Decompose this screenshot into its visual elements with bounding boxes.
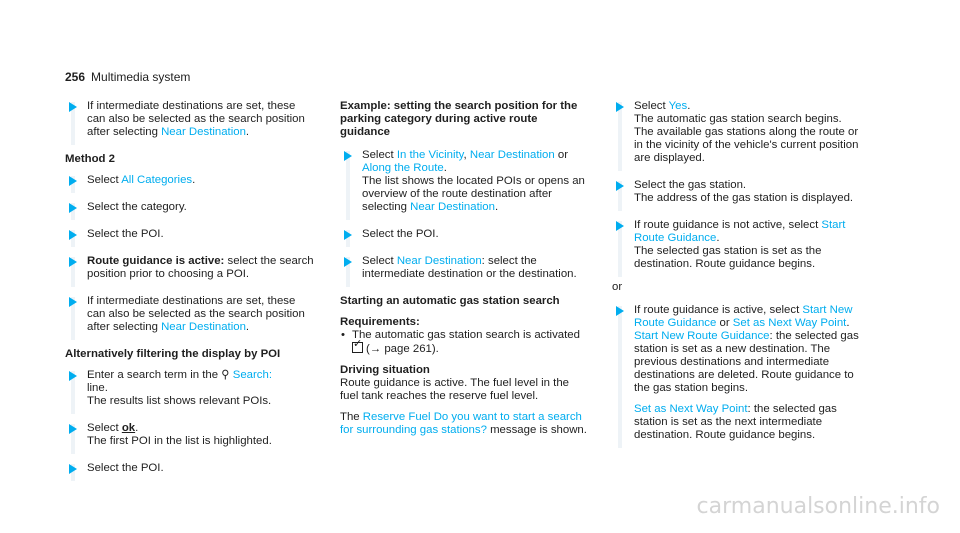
- step-arrow-icon: [344, 230, 352, 240]
- step: Select the POI.: [65, 462, 315, 475]
- step: Select the category.: [65, 201, 315, 214]
- page-number: 256: [65, 70, 86, 84]
- step: If route guidance is active, select Start New Route Guidance or Set as Next Way Point. Start New Route Guidance: the selected gas station is set as a new destination. The previous destinations and intermediate destinations are deleted. Route guidance to the gas station begins. Set as Next Way Point: the selected gas station is set as the next intermediate destination. Route guidance begins.: [612, 304, 860, 442]
- example-heading: Example: setting the search position for the parking category during active route guidance: [340, 100, 578, 138]
- search-field-label: Search:: [232, 369, 272, 381]
- step: Select All Categories.: [65, 174, 315, 187]
- page-header: [65, 70, 190, 84]
- step: Select the gas station. The address of the gas station is displayed.: [612, 179, 860, 205]
- step: Select the POI.: [340, 228, 588, 241]
- step-arrow-icon: [616, 306, 624, 316]
- driving-situation-text: Route guidance is active. The fuel level in the fuel tank reaches the reserve fuel level.: [340, 377, 570, 402]
- set-as-next-way-point-option: Set as Next Way Point: [634, 403, 748, 415]
- step: Route guidance is active: select the search position prior to choosing a POI.: [65, 255, 315, 281]
- alt-heading: Alternatively filtering the display by POI: [65, 348, 281, 360]
- in-the-vicinity-option: In the Vicinity: [396, 149, 464, 161]
- reserve-fuel-message: Reserve Fuel Do you want to start a search for surrounding gas stations?: [340, 411, 582, 436]
- yes-option: Yes: [668, 100, 688, 112]
- along-the-route-option: Along the Route: [362, 162, 444, 174]
- column-left: [65, 100, 315, 489]
- step: Select the POI.: [65, 228, 315, 241]
- step-arrow-icon: [616, 102, 624, 112]
- step-arrow-icon: [69, 297, 77, 307]
- near-destination-option: Near Destination: [396, 255, 482, 267]
- step: Select Yes. The automatic gas station search begins. The available gas stations along the route or in the vicinity of the vehicle's current position are displayed.: [612, 100, 860, 165]
- step-arrow-icon: [69, 203, 77, 213]
- step-arrow-icon: [616, 181, 624, 191]
- step-arrow-icon: [69, 257, 77, 267]
- gas-search-heading: Starting an automatic gas station search: [340, 295, 560, 307]
- step-arrow-icon: [616, 221, 624, 231]
- checkbox-icon: [352, 342, 363, 353]
- step-arrow-icon: [344, 151, 352, 161]
- set-as-next-way-point-option: Set as Next Way Point: [732, 317, 847, 329]
- watermark: carmanualsonline.info: [696, 494, 940, 519]
- search-icon: ⚲: [221, 369, 230, 381]
- message-paragraph: The Reserve Fuel Do you want to start a search for surrounding gas stations? message is shown.: [340, 411, 587, 436]
- step: Select Near Destination: select the intermediate destination or the destination.: [340, 255, 588, 281]
- start-route-guidance-option: Start Route Guidance: [634, 219, 846, 244]
- method-heading: Method 2: [65, 153, 115, 165]
- near-destination-option: Near Destination: [410, 201, 495, 213]
- ok-icon: ok: [121, 422, 136, 434]
- step: If route guidance is not active, select Start Route Guidance. The selected gas station is set as the destination. Route guidance begins.: [612, 219, 860, 271]
- driving-situation-label: Driving situation: [340, 364, 430, 376]
- column-right: [612, 100, 860, 456]
- requirement-item: • The automatic gas station search is activated ✓(→ page 261).: [340, 329, 588, 356]
- step-arrow-icon: [69, 371, 77, 381]
- step-arrow-icon: [69, 464, 77, 474]
- near-destination-option: Near Destination: [469, 149, 555, 161]
- step-arrow-icon: [69, 176, 77, 186]
- step: If intermediate destinations are set, these can also be selected as the search position after selecting Near Destination.: [65, 295, 315, 334]
- start-new-route-guidance-option: Start New Route Guidance: [634, 330, 770, 342]
- or-label: or: [612, 281, 623, 293]
- step: If intermediate destinations are set, these can also be selected as the search position after selecting Near Destination.: [65, 100, 315, 139]
- requirements-label: Requirements:: [340, 316, 420, 328]
- step-arrow-icon: [69, 230, 77, 240]
- near-destination-option: Near Destination: [161, 321, 246, 333]
- step-arrow-icon: [344, 257, 352, 267]
- column-middle: [340, 100, 588, 445]
- step-arrow-icon: [69, 102, 77, 112]
- section-title: Multimedia system: [91, 70, 191, 84]
- all-categories-option: All Categories: [121, 174, 193, 186]
- step: Enter a search term in the ⚲ Search: line. The results list shows relevant POIs.: [65, 369, 315, 408]
- step-arrow-icon: [69, 424, 77, 434]
- near-destination-option: Near Destination: [161, 126, 246, 138]
- start-new-route-guidance-option: Start New Route Guidance: [634, 304, 853, 329]
- step: Select In the Vicinity, Near Destination or Along the Route. The list shows the located POIs or opens an overview of the route destination after selecting Near Destination.: [340, 149, 588, 214]
- step: Select ok. The first POI in the list is highlighted.: [65, 422, 315, 448]
